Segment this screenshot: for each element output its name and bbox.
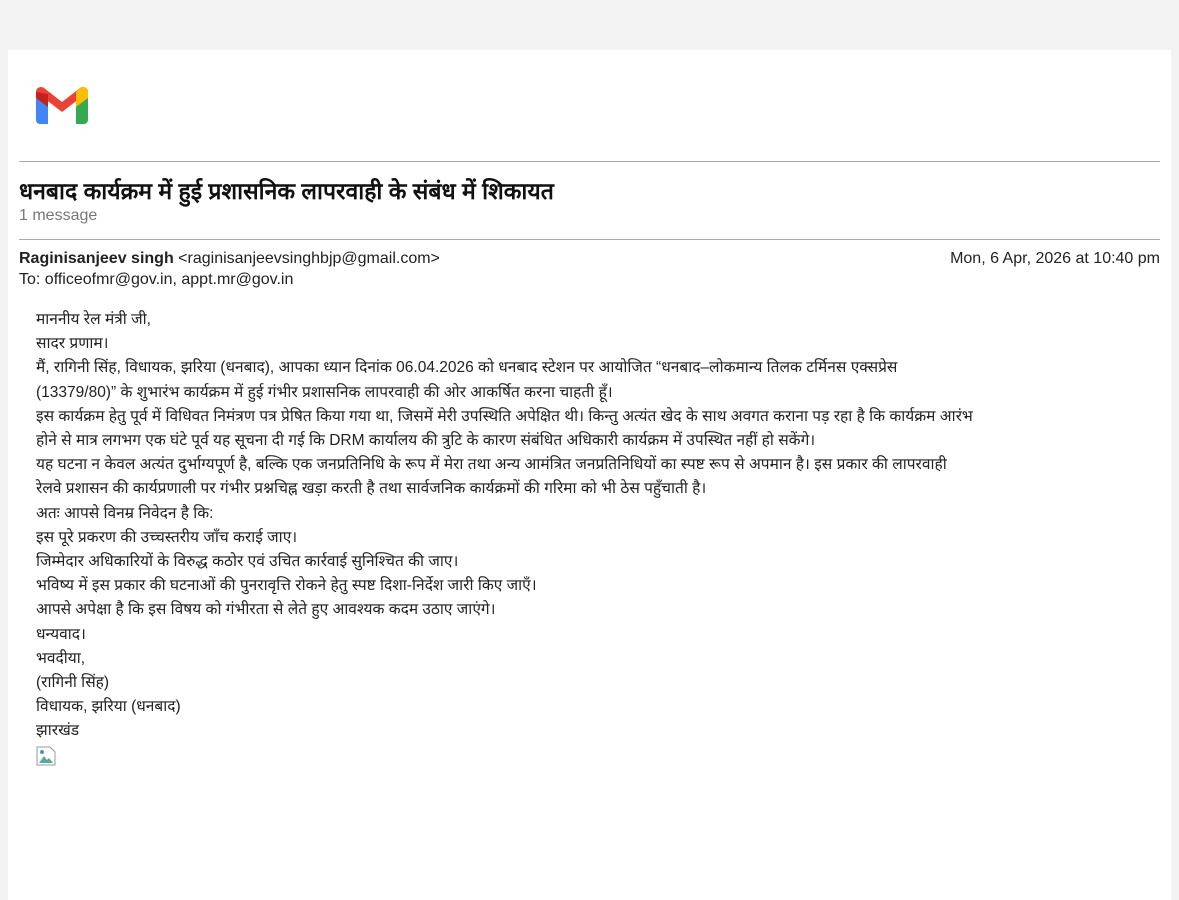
body-line: आपसे अपेक्षा है कि इस विषय को गंभीरता से लेते हुए आवश्यक कदम उठाए जाएंगे। <box>36 601 496 619</box>
body-line: सादर प्रणाम। <box>36 335 109 353</box>
sender <box>19 250 440 268</box>
body-line: होने से मात्र लगभग एक घंटे पूर्व यह सूचना दी गई कि DRM कार्यालय की त्रुटि के कारण संबंधित अधिकारी कार्यक्रम में उपस्थित नहीं हो सकेंगे। <box>36 432 816 450</box>
body-line: इस पूरे प्रकरण की उच्चस्तरीय जाँच कराई जाए। <box>36 528 298 546</box>
email-print-view <box>8 50 1171 900</box>
body-line: झारखंड <box>36 722 80 740</box>
broken-image-icon <box>36 746 56 766</box>
body-line: मैं, रागिनी सिंह, विधायक, झरिया (धनबाद), आपका ध्यान दिनांक 06.04.2026 को धनबाद स्टेशन पर आयोजित “धनबाद–लोकमान्य तिलक टर्मिनस एक्सप्रेस <box>36 359 898 377</box>
body-line: यह घटना न केवल अत्यंत दुर्भाग्यपूर्ण है, बल्कि एक जनप्रतिनिधि के रूप में मेरा तथा अन्य आमंत्रित जनप्रतिनिधियों का स्पष्ट रूप से अपमान है। इस प्रकार की लापरवाही <box>36 456 947 474</box>
body-line: जिम्मेदार अधिकारियों के विरुद्ध कठोर एवं उचित कार्रवाई सुनिश्चित की जाए। <box>36 553 459 571</box>
recipients: To: officeofmr@gov.in, appt.mr@gov.in <box>19 271 294 288</box>
gmail-logo-icon <box>32 80 92 128</box>
body-line: (रागिनी सिंह) <box>36 674 110 692</box>
body-line: माननीय रेल मंत्री जी, <box>36 311 151 328</box>
sender-name: Raginisanjeev singh <box>19 250 174 267</box>
email-subject: धनबाद कार्यक्रम में हुई प्रशासनिक लापरवाही के संबंध में शिकायत <box>19 178 554 204</box>
message-date: Mon, 6 Apr, 2026 at 10:40 pm <box>950 250 1160 267</box>
divider <box>19 239 1160 240</box>
sender-email: <raginisanjeevsinghbjp@gmail.com> <box>178 250 440 267</box>
body-line: अतः आपसे विनम्र निवेदन है कि: <box>36 504 214 522</box>
body-line: रेलवे प्रशासन की कार्यप्रणाली पर गंभीर प्रश्नचिह्न खड़ा करती है तथा सार्वजनिक कार्यक्रमों की गरिमा को भी ठेस पहुँचाती है। <box>36 480 707 498</box>
body-line: भवदीया, <box>36 649 86 667</box>
body-line: भविष्य में इस प्रकार की घटनाओं की पुनरावृत्ति रोकने हेतु स्पष्ट दिशा-निर्देश जारी किए जाएँ। <box>36 577 537 595</box>
message-body <box>36 308 1156 774</box>
message-count: 1 message <box>19 207 98 224</box>
body-line: विधायक, झरिया (धनबाद) <box>36 698 181 716</box>
body-line: (13379/80)” के शुभारंभ कार्यक्रम में हुई गंभीर प्रशासनिक लापरवाही की ओर आकर्षित करना चाहती हूँ। <box>36 383 613 401</box>
body-line: इस कार्यक्रम हेतु पूर्व में विधिवत निमंत्रण पत्र प्रेषित किया गया था, जिसमें मेरी उपस्थिति अपेक्षित थी। किन्तु अत्यंत खेद के साथ अवगत कराना पड़ रहा है कि कार्यक्रम आरंभ <box>36 407 973 425</box>
divider <box>19 161 1160 162</box>
body-line: धन्यवाद। <box>36 625 86 643</box>
